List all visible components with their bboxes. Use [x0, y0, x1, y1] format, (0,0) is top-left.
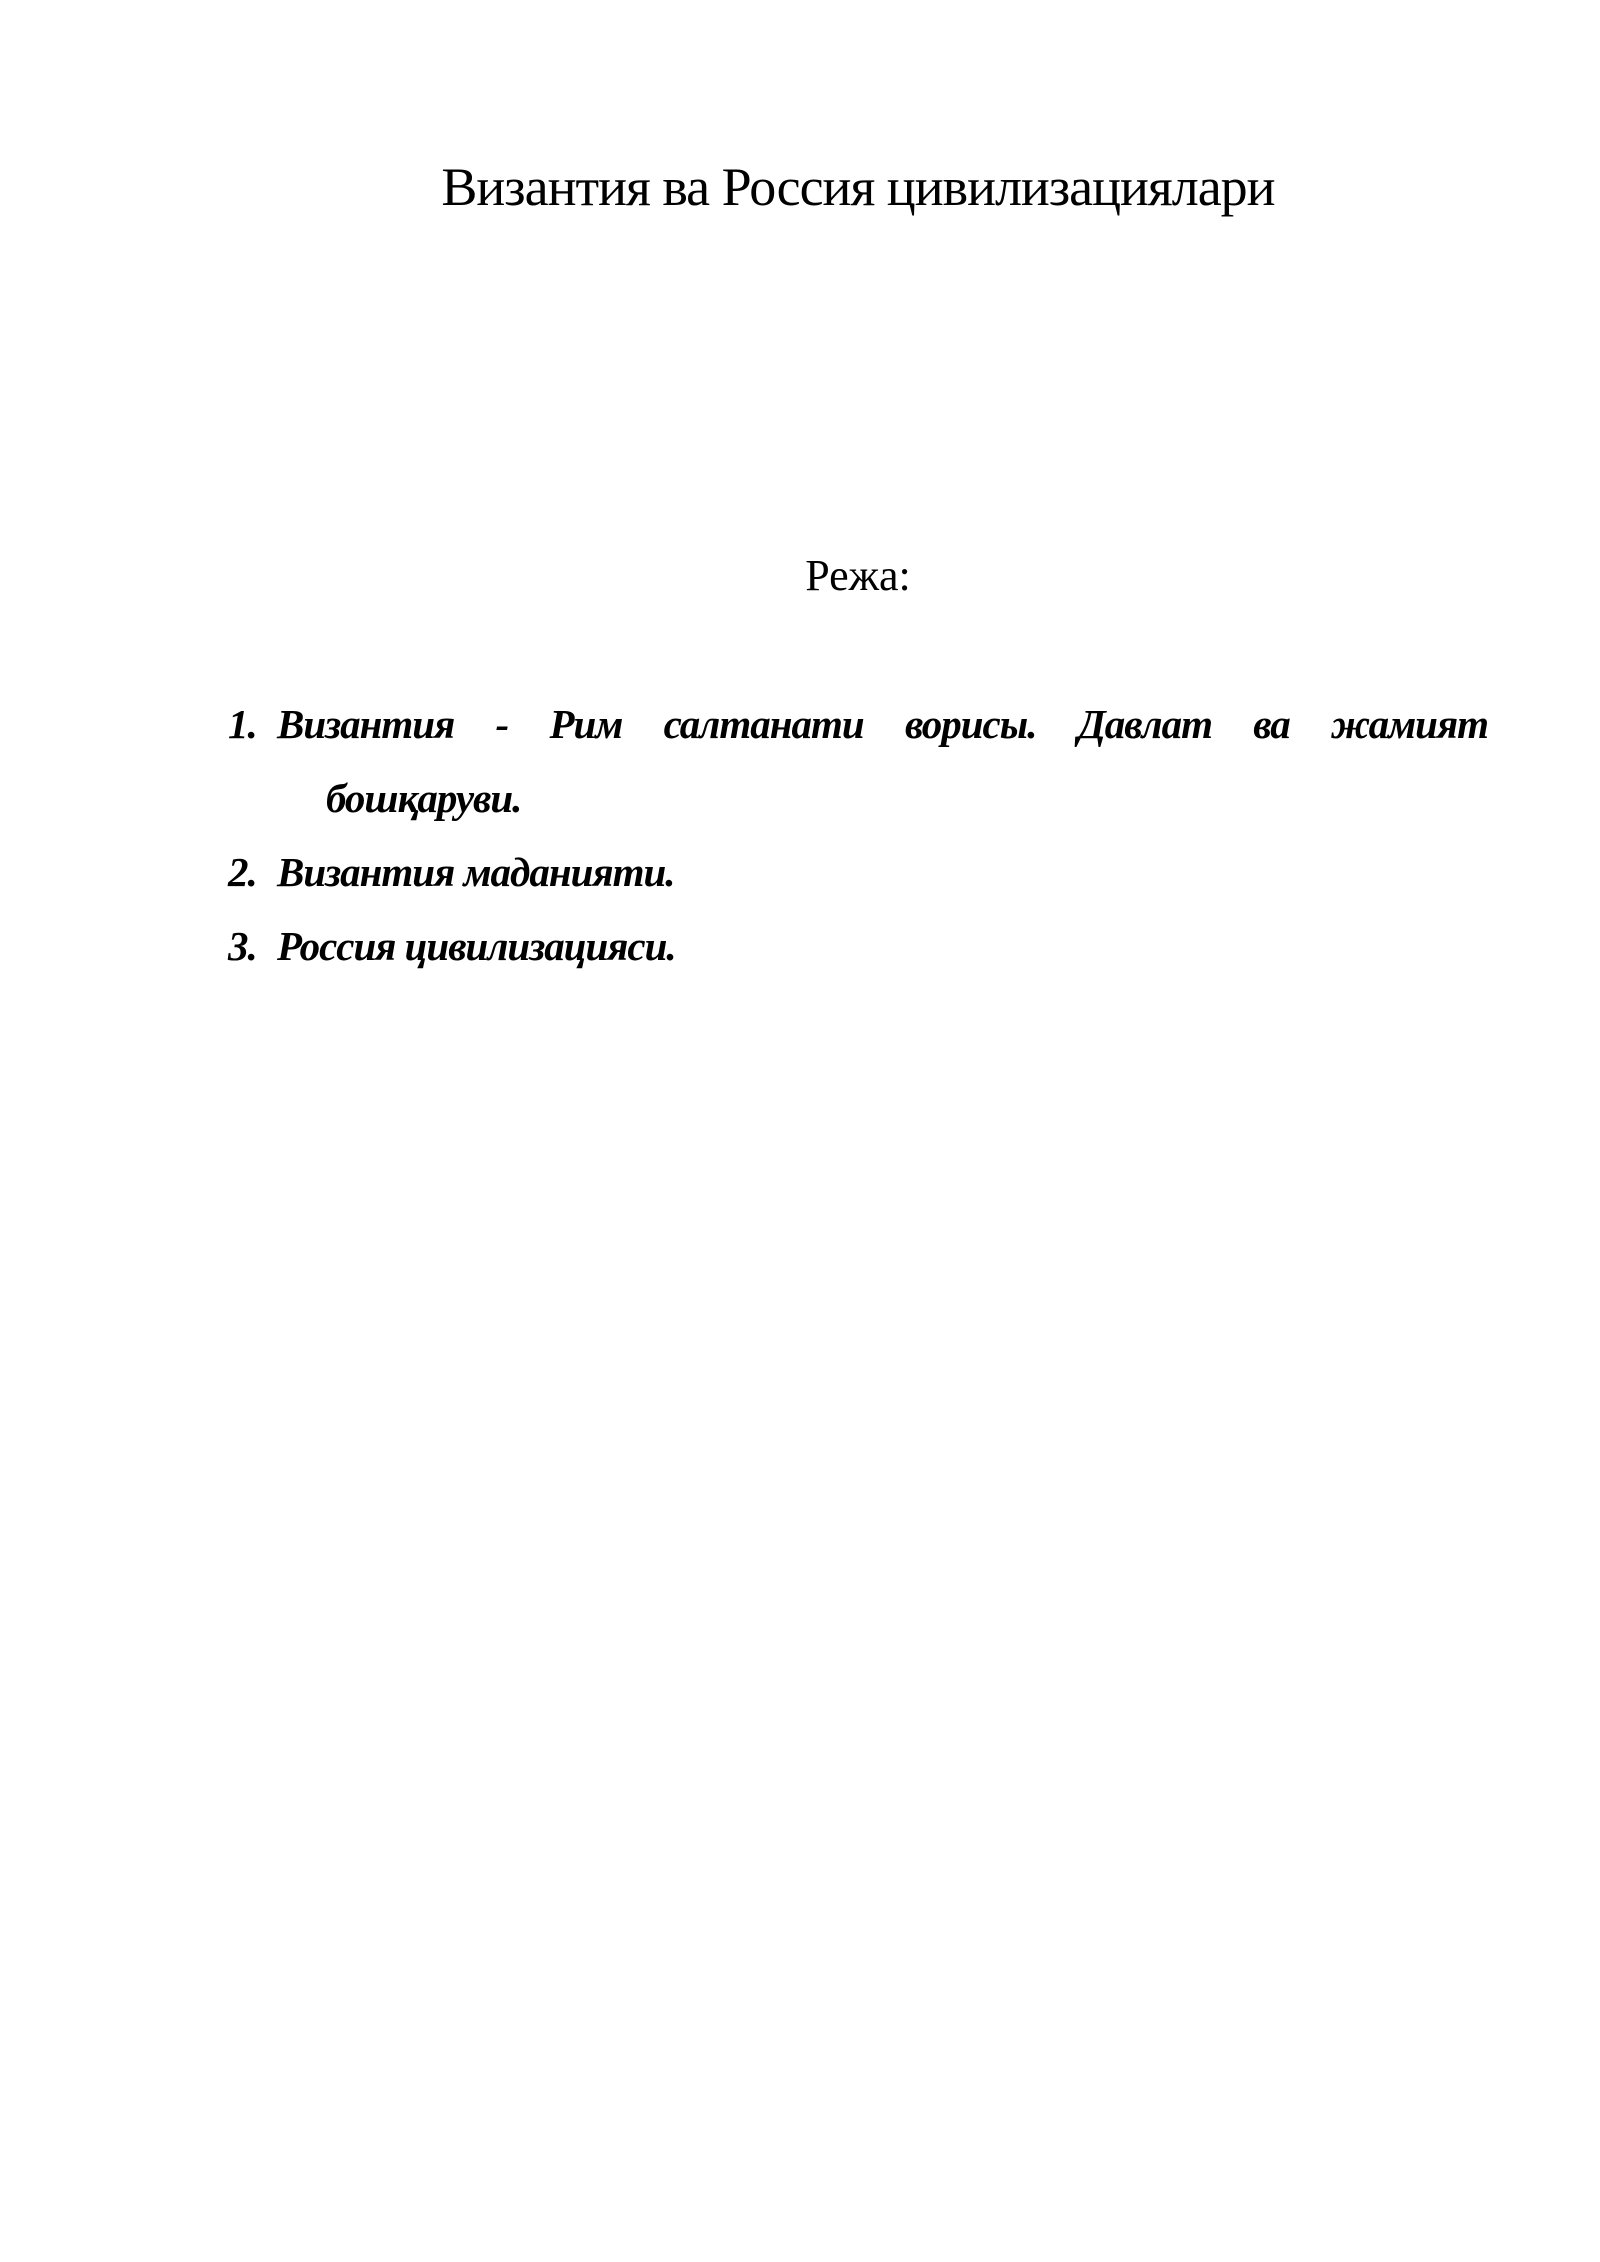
plan-item [228, 835, 1488, 909]
plan-item-number: 1. [228, 701, 257, 747]
plan-item-text: Византия маданияти. [277, 849, 675, 895]
plan-item-text-continuation: бошқаруви. [326, 775, 522, 821]
plan-heading: Режа: [805, 551, 911, 600]
plan-item-text: Россия цивилизацияси. [277, 923, 676, 969]
plan-list [228, 687, 1488, 983]
plan-item-number: 2. [228, 849, 257, 895]
plan-item-number: 3. [228, 923, 257, 969]
document-title: Византия ва Россия цивилизациялари [441, 157, 1275, 217]
plan-item [228, 687, 1488, 835]
plan-item-text: Византия - Рим салтанати ворисы. Давлат ва жамият [277, 701, 1488, 747]
plan-item [228, 909, 1488, 983]
